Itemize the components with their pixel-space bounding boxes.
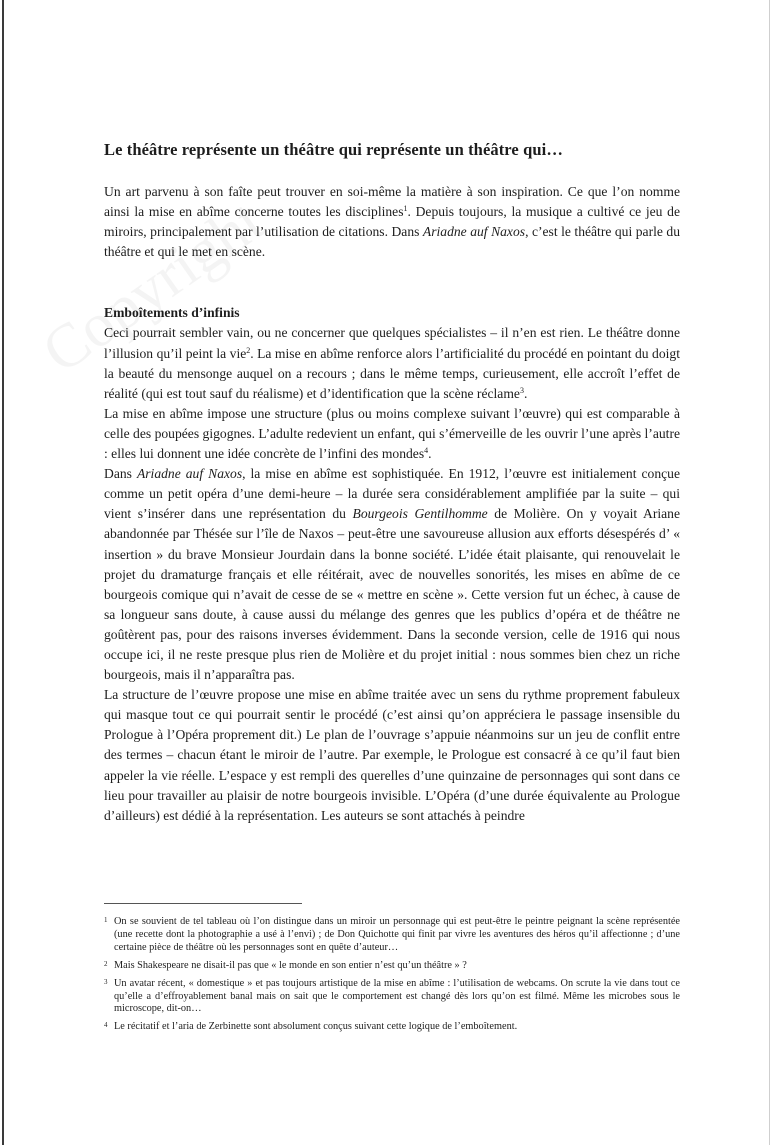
footnote [104, 1021, 680, 1034]
footnote-number: 3 [104, 977, 108, 986]
footnote-number: 1 [104, 916, 108, 924]
page-title: Le théâtre représente un théâtre qui représente un théâtre qui… [104, 140, 563, 159]
intro-text: Un art parvenu à son faîte peut trouver en soi-même la matière à son inspiration. Ce que l’on nomme ainsi la mise en abîme concerne toutes les disciplines [104, 184, 680, 220]
work-title: Ariadne auf Naxos [422, 224, 526, 240]
footnote-number: 2 [104, 959, 108, 968]
work-title: Ariadne auf Naxos [136, 466, 243, 482]
paragraph-text: Ceci pourrait sembler vain, ou ne concerner que quelques spécialistes – il n’en est rien. Le théâtre donne l’illusion qu’il peint la vie [104, 325, 680, 361]
footnote-ref: 4 [424, 446, 429, 456]
footnote [104, 960, 680, 973]
paragraph-text: Dans [104, 466, 137, 482]
footnote-divider [104, 903, 302, 904]
footnotes [104, 916, 680, 1039]
paragraph-text: . La mise en abîme renforce alors l’artificialité du procédé en pointant du doigt la beauté du mensonge auquel on a recours ; dans le même temps, curieusement, elle accroît l’effet de réalité (qui est tout sauf du réalisme) et d’identification que la scène réclame [104, 345, 680, 401]
intro-text: . Depuis toujours, la musique a cultivé ce jeu de miroirs, principalement par l’utilisation de citations. Dans [104, 204, 680, 240]
footnote-text: On se souvient de tel tableau où l’on distingue dans un miroir un personnage qui est peut-être le peintre peignant la scène représentée (une recette dont la photographie a usé à l’envi) ; de Don Quichotte qui finit par vivre les aventures des héros qu’il affectionne ; d’une certaine pièce de théâtre où les personnages sont en quête d’auteur… [114, 916, 680, 953]
intro-paragraph [104, 182, 680, 262]
footnote [104, 916, 680, 955]
footnote [104, 978, 680, 1017]
body-paragraph [104, 323, 680, 403]
body-paragraph [104, 404, 680, 464]
paragraph-text: de Molière. On y voyait Ariane abandonnée par Thésée sur l’île de Naxos – peut-être une savoureuse allusion aux efforts désespérés d’ « insertion » du brave Monsieur Jourdain dans la bonne société. L’idée était plaisante, qui renouvelait le projet du dramaturge français et elle réitérait, avec de nouvelles sonorités, les mises en abîme de ce bourgeois comique qui n’avait de cesse de se « mettre en scène ». Cette version fut un échec, à cause de sa longueur sans doute, à cause aussi du mélange des genres que les publics d’opéra et de théâtre ne goûtèrent pas, pour des raisons inverses évidemment. Dans la seconde version, celle de 1916 qui nous occupe ici, il ne reste presque plus rien de Molière et du projet initial : nous sommes bien chez un riche bourgeois, mais il n’apparaîtra pas. [104, 506, 681, 683]
body-paragraph: La structure de l’œuvre propose une mise en abîme traitée avec un sens du rythme proprement fabuleux qui masque tout ce qui pourrait sentir le procédé (c’est ainsi qu’on appréciera le passage insensible du Prologue à l’Opéra proprement dit.) Le plan de l’ouvrage s’appuie néanmoins sur un jeu de conflit entre des termes – chacun étant le miroir de l’autre. Par exemple, le Prologue est consacré à ce qu’il faut bien appeler la vie réelle. L’espace y est rempli des querelles d’une quinzaine de personnages qui sont dans ce lieu pour travailler au plaisir de notre bourgeois invisible. L’Opéra (d’une durée équivalente au Prologue d’ailleurs) est dédié à la représentation. Les auteurs se sont attachés à peindre [104, 687, 680, 823]
intro-text: , c’est le théâtre qui parle du théâtre et qui le met en scène. [104, 224, 681, 260]
body-paragraph [104, 464, 680, 685]
section-heading: Emboîtements d’infinis [104, 305, 240, 321]
footnote-text: Le récitatif et l’aria de Zerbinette sont absolument conçus suivant cette logique de l’emboîtement. [114, 1021, 518, 1033]
footnote-ref: 2 [246, 345, 251, 355]
paragraph-text: La mise en abîme impose une structure (plus ou moins complexe suivant l’œuvre) qui est comparable à celle des poupées gigognes. L’adulte redevient un enfant, qui s’émerveille de les ouvrir l’une après l’autre : elles lui donnent une idée concrète de l’infini des mondes [104, 405, 680, 462]
footnote-ref: 1 [403, 204, 408, 214]
page-edge [2, 0, 4, 1145]
paragraph-text: . [523, 385, 528, 401]
main-text-column [104, 140, 680, 826]
footnote-number: 4 [104, 1021, 108, 1030]
paragraph-text: . [428, 446, 432, 462]
paragraph-text: , la mise en abîme est sophistiquée. En 1912, l’œuvre est initialement conçue comme un petit opéra d’une demi-heure – la durée sera considérablement amplifiée par la suite – qui vient s’insérer dans une représentation du [104, 466, 680, 522]
footnote-text: Mais Shakespeare ne disait-il pas que « le monde en son entier n’est qu’un théâtre » ? [114, 959, 467, 971]
footnote-text: Un avatar récent, « domestique » et pas toujours artistique de la mise en abîme : l’utilisation de webcams. On scrute la vie dans tout ce qu’elle a d’effroyablement banal mais on sait que le comportement est changé dès lors qu’on est filmé. Même les microbes sous le microscope, dit-on… [114, 977, 680, 1015]
work-title: Bourgeois Gentilhomme [352, 506, 488, 522]
footnote-ref: 3 [519, 385, 524, 395]
